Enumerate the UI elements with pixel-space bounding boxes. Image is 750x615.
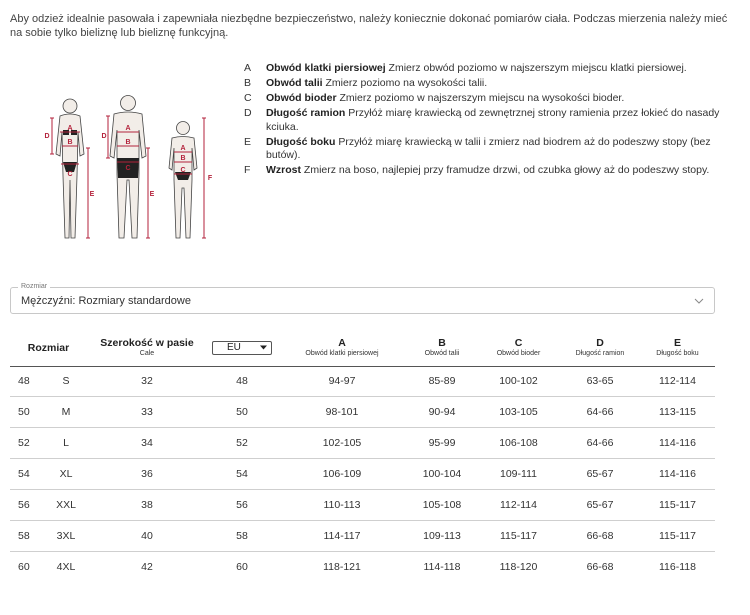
cell-b: 109-113	[407, 520, 477, 551]
table-row	[10, 490, 715, 521]
size-category-label: Rozmiar	[18, 282, 50, 292]
cell-e: 114-116	[640, 428, 715, 459]
table-row	[10, 366, 715, 397]
cell-c: 103-105	[477, 397, 560, 428]
svg-text:C: C	[180, 167, 186, 174]
legend-description: Przyłóż miarę krawiecką w talii i zmierz nad biodrem aż do podeszwy stopy (bez butów).	[266, 135, 711, 161]
legend-letter: E	[244, 135, 252, 148]
table-row	[10, 428, 715, 459]
cell-d: 65-67	[560, 490, 640, 521]
unit-select[interactable]	[212, 341, 272, 355]
table-header-row	[10, 330, 715, 366]
legend-name: Obwód talii	[266, 77, 323, 89]
header-size: Rozmiar	[10, 330, 87, 366]
legend-item-d	[244, 107, 724, 134]
cell-eu: 58	[207, 520, 277, 551]
cell-waist: 34	[87, 428, 207, 459]
header-b: B Obwód talii	[407, 330, 477, 366]
header-e: E Długość boku	[640, 330, 715, 366]
unit-select-value: EU	[227, 341, 241, 353]
cell-size: 3XL	[45, 520, 87, 551]
cell-c: 115-117	[477, 520, 560, 551]
body-measurement-figures	[38, 88, 218, 248]
cell-number: 58	[10, 520, 45, 551]
cell-d: 65-67	[560, 459, 640, 490]
legend-name: Długość ramion	[266, 107, 346, 119]
legend-item-f	[244, 164, 724, 178]
legend-letter: F	[244, 164, 251, 176]
legend-name: Wzrost	[266, 164, 301, 176]
header-waist: Szerokość w pasie Cale	[87, 330, 207, 366]
table-row	[10, 459, 715, 490]
cell-d: 66-68	[586, 561, 614, 574]
svg-text:A: A	[180, 145, 186, 152]
cell-d: 64-66	[560, 428, 640, 459]
cell-waist: 42	[141, 561, 153, 574]
legend-description: Zmierz na boso, najlepiej przy framudze drzwi, od czubka głowy aż do podeszwy stopy.	[303, 164, 710, 176]
legend-description: Przyłóż miarę krawiecką od zewnętrznej strony ramienia przez łokieć do nasady kciuka.	[266, 107, 720, 133]
cell-a: 110-113	[277, 490, 407, 521]
cell-c: 100-102	[477, 366, 560, 397]
legend-letter: D	[244, 107, 252, 119]
size-table	[10, 330, 715, 582]
cell-number: 52	[10, 428, 45, 459]
cell-number: 54	[10, 459, 45, 490]
table-row	[10, 551, 715, 582]
legend-letter: C	[244, 92, 252, 104]
cell-size: XXL	[45, 490, 87, 521]
svg-text:A: A	[67, 125, 73, 132]
cell-eu: 54	[207, 459, 277, 490]
header-d: D Długość ramion	[560, 330, 640, 366]
svg-text:C: C	[125, 165, 131, 172]
cell-a: 98-101	[277, 397, 407, 428]
cell-number: 56	[10, 490, 45, 521]
legend-name: Długość boku	[266, 135, 336, 148]
cell-c: 106-108	[477, 428, 560, 459]
svg-text:B: B	[125, 139, 131, 146]
cell-b: 95-99	[407, 428, 477, 459]
svg-text:D: D	[101, 133, 107, 140]
legend-description: Zmierz poziomo w najszerszym miejscu na wysokości bioder.	[339, 92, 625, 104]
cell-number: 48	[10, 366, 45, 397]
cell-c: 109-111	[477, 459, 560, 490]
cell-a: 114-117	[277, 520, 407, 551]
size-category-select[interactable]	[10, 283, 715, 314]
table-row	[10, 520, 715, 551]
cell-a: 94-97	[277, 366, 407, 397]
cell-b: 114-118	[423, 561, 461, 574]
svg-text:C: C	[67, 171, 73, 178]
table-row	[10, 397, 715, 428]
intro-text: Aby odzież idealnie pasowała i zapewniała niezbędne bezpieczeństwo, należy koniecznie dokonać pomiarów ciała. Podczas mierzenia należy mieć na sobie tylko bieliznę lub bieliznę funkcyjną.	[10, 13, 728, 39]
cell-d: 63-65	[560, 366, 640, 397]
cell-waist: 38	[87, 490, 207, 521]
cell-c: 112-114	[477, 490, 560, 521]
cell-b: 85-89	[407, 366, 477, 397]
header-c: C Obwód bioder	[477, 330, 560, 366]
svg-text:D: D	[44, 133, 50, 140]
chevron-down-icon	[693, 295, 705, 307]
cell-size: 4XL	[56, 561, 76, 574]
cell-eu: 60	[236, 561, 248, 574]
legend-description: Zmierz poziomo na wysokości talii.	[325, 77, 488, 89]
body-figures-icon	[38, 88, 218, 248]
cell-a: 102-105	[277, 428, 407, 459]
cell-e: 114-116	[640, 459, 715, 490]
cell-number: 60	[18, 561, 30, 574]
legend-item-b	[244, 77, 724, 91]
measurement-legend	[244, 62, 724, 179]
cell-d: 66-68	[560, 520, 640, 551]
cell-c: 118-120	[499, 561, 538, 574]
cell-eu: 50	[207, 397, 277, 428]
cell-e: 115-117	[640, 520, 715, 551]
svg-text:B: B	[180, 155, 186, 162]
cell-e: 116-118	[659, 561, 696, 574]
cell-b: 90-94	[407, 397, 477, 428]
legend-item-a	[244, 62, 724, 76]
cell-size: L	[45, 428, 87, 459]
size-category-value: Mężczyźni: Rozmiary standardowe	[21, 295, 191, 307]
legend-letter: B	[244, 77, 252, 89]
cell-size: M	[45, 397, 87, 428]
cell-size: S	[45, 366, 87, 397]
cell-a: 118-121	[323, 561, 361, 574]
svg-text:F: F	[207, 175, 213, 182]
legend-letter: A	[244, 62, 252, 74]
svg-text:E: E	[149, 191, 155, 198]
cell-e: 113-115	[640, 397, 715, 428]
cell-size: XL	[45, 459, 87, 490]
chevron-down-icon	[259, 343, 268, 352]
cell-b: 105-108	[407, 490, 477, 521]
legend-item-c	[244, 92, 724, 106]
cell-eu: 56	[207, 490, 277, 521]
cell-e: 115-117	[640, 490, 715, 521]
cell-waist: 40	[87, 520, 207, 551]
cell-eu: 48	[207, 366, 277, 397]
svg-text:A: A	[125, 125, 131, 132]
legend-item-e	[244, 136, 724, 163]
legend-description: Zmierz obwód poziomo w najszerszym miejscu klatki piersiowej.	[388, 62, 687, 74]
legend-name: Obwód bioder	[266, 92, 337, 104]
svg-text:B: B	[67, 139, 73, 146]
cell-b: 100-104	[407, 459, 477, 490]
cell-a: 106-109	[277, 459, 407, 490]
cell-d: 64-66	[560, 397, 640, 428]
cell-number: 50	[10, 397, 45, 428]
svg-text:E: E	[89, 191, 95, 198]
cell-eu: 52	[207, 428, 277, 459]
header-a: A Obwód klatki piersiowej	[277, 330, 407, 366]
cell-waist: 36	[87, 459, 207, 490]
cell-e: 112-114	[640, 366, 715, 397]
legend-name: Obwód klatki piersiowej	[266, 62, 386, 74]
cell-waist: 33	[87, 397, 207, 428]
header-unit	[207, 330, 277, 366]
cell-waist: 32	[87, 366, 207, 397]
